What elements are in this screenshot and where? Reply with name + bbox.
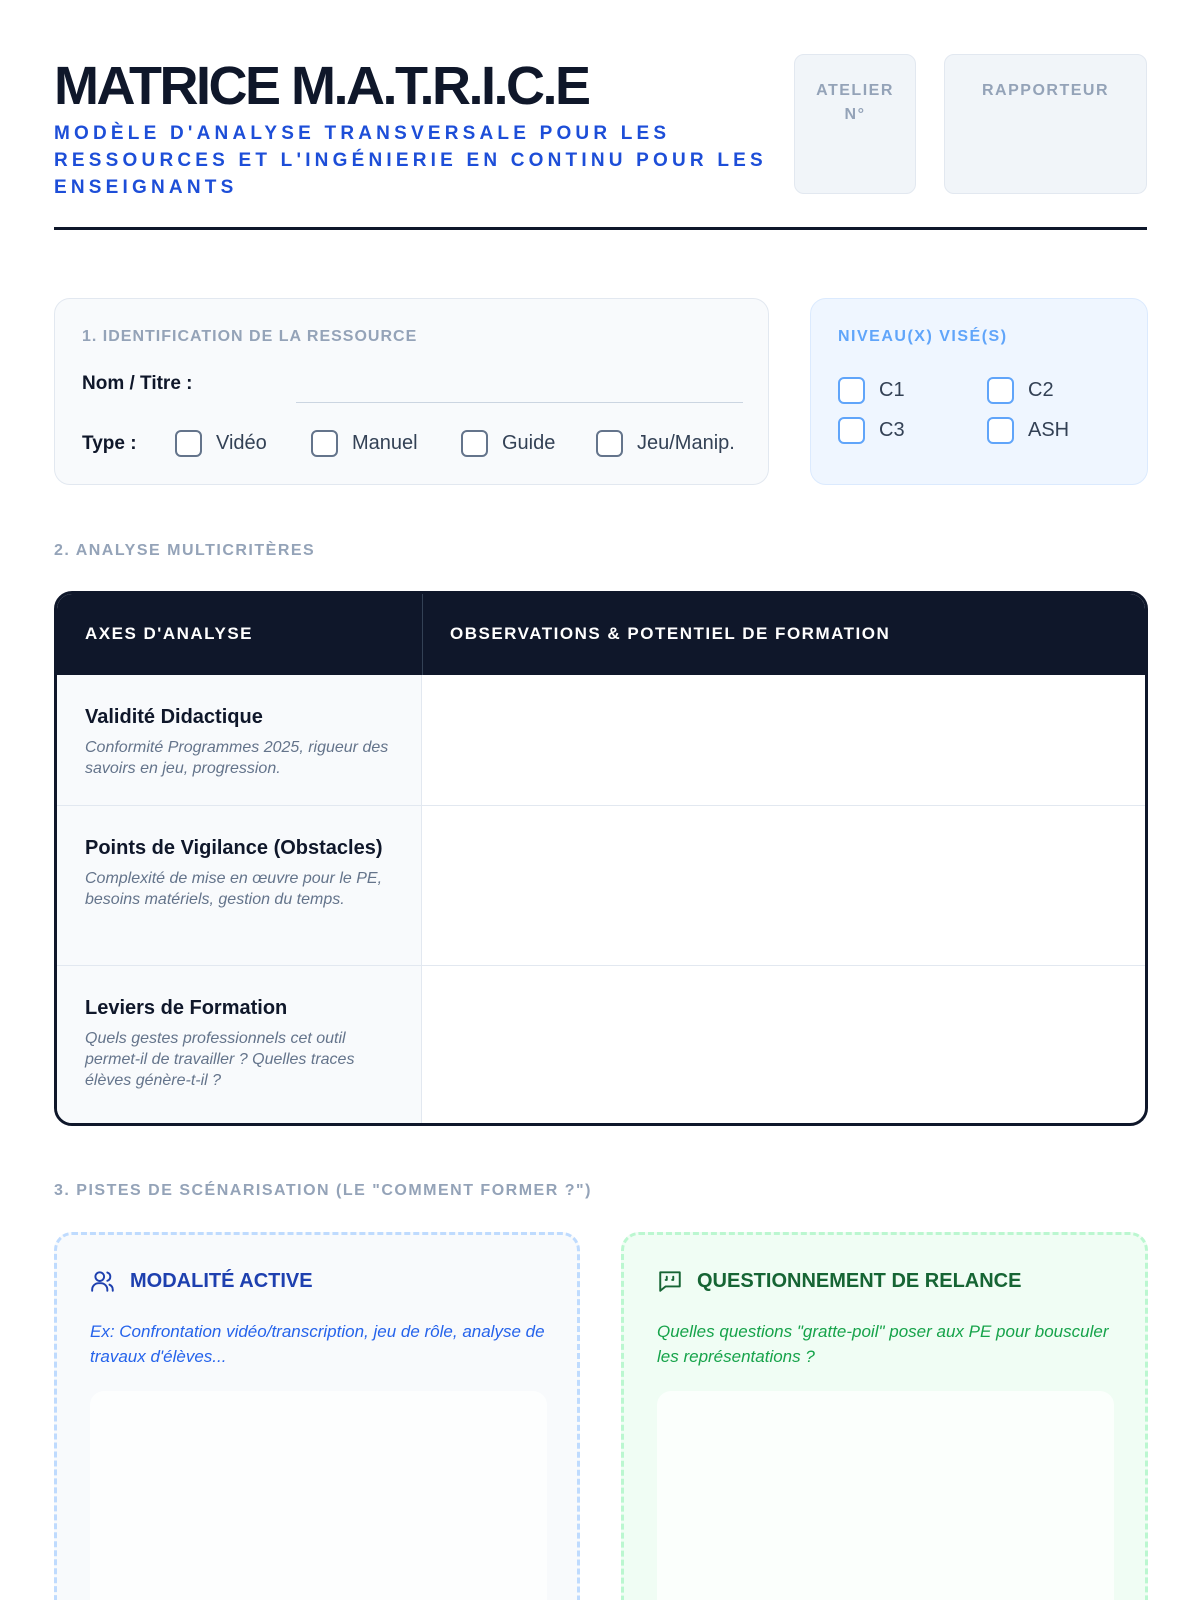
message-quote-icon: [657, 1268, 683, 1294]
modalite-header: [90, 1268, 313, 1294]
questionnement-notes-area[interactable]: [657, 1391, 1114, 1600]
observation-cell[interactable]: [423, 675, 1145, 805]
rapporteur-field[interactable]: [944, 54, 1147, 194]
checkbox-label: Guide: [502, 432, 556, 454]
row-description: Conformité Programmes 2025, rigueur des savoirs en jeu, progression.: [85, 739, 389, 777]
checkbox[interactable]: [987, 377, 1014, 404]
users-icon: [90, 1268, 116, 1294]
modalite-description: Ex: Confrontation vidéo/transcription, jeu de rôle, analyse de travaux d'élèves...: [90, 1322, 545, 1366]
checkbox[interactable]: [311, 430, 338, 457]
observation-cell[interactable]: [423, 806, 1145, 965]
row-axis-cell: [57, 675, 422, 805]
modalite-title: MODALITÉ ACTIVE: [130, 1269, 313, 1292]
checkbox[interactable]: [461, 430, 488, 457]
row-title: Leviers de Formation: [85, 997, 288, 1019]
questionnement-description: Quelles questions "gratte-poil" poser aux PE pour bousculer les représentations ?: [657, 1322, 1109, 1366]
questionnement-relance-card: [621, 1232, 1148, 1600]
header-divider: [422, 594, 423, 675]
row-description: Quels gestes professionnels cet outil permet-il de travailler ? Quelles traces élèves génère-t-il ?: [85, 1030, 355, 1089]
checkbox-label: C1: [879, 379, 905, 401]
scenarisation-section-title: 3. PISTES DE SCÉNARISATION (LE "COMMENT FORMER ?"): [54, 1182, 592, 1199]
niveaux-section-title: NIVEAU(X) VISÉ(S): [838, 328, 1008, 345]
atelier-number-field[interactable]: [794, 54, 916, 194]
nom-titre-label: Nom / Titre :: [82, 373, 193, 394]
checkbox-label: Jeu/Manip.: [637, 432, 735, 454]
modalite-notes-area[interactable]: [90, 1391, 547, 1600]
niveau-checkbox-c3[interactable]: [838, 417, 905, 444]
table-row: [57, 965, 1145, 1126]
analyse-section-title: 2. ANALYSE MULTICRITÈRES: [54, 542, 316, 559]
row-axis-cell: [57, 966, 422, 1126]
page-subtitle: MODÈLE D'ANALYSE TRANSVERSALE POUR LES RESSOURCES ET L'INGÉNIERIE EN CONTINU POUR LES ENSEIGNANTS: [54, 123, 767, 198]
checkbox-label: Vidéo: [216, 432, 267, 454]
questionnement-title: QUESTIONNEMENT DE RELANCE: [697, 1269, 1022, 1292]
identification-section-title: 1. IDENTIFICATION DE LA RESSOURCE: [82, 328, 418, 345]
rapporteur-label: RAPPORTEUR: [981, 82, 1109, 99]
table-row: [57, 675, 1145, 805]
row-description: Complexité de mise en œuvre pour le PE, besoins matériels, gestion du temps.: [85, 870, 383, 908]
checkbox[interactable]: [838, 417, 865, 444]
row-title: Points de Vigilance (Obstacles): [85, 837, 383, 859]
page-title: MATRICE M.A.T.R.I.C.E: [54, 56, 589, 116]
niveau-checkbox-c1[interactable]: [838, 377, 905, 404]
checkbox-label: ASH: [1028, 419, 1070, 441]
column-header-axes: AXES D'ANALYSE: [85, 624, 254, 643]
row-axis-cell: [57, 806, 422, 965]
checkbox-label: Manuel: [352, 432, 418, 454]
type-label: Type :: [82, 433, 137, 454]
table-row: [57, 805, 1145, 965]
checkbox-label: C2: [1028, 379, 1054, 401]
checkbox[interactable]: [175, 430, 202, 457]
nom-titre-field[interactable]: [296, 402, 743, 403]
observation-cell[interactable]: [423, 966, 1145, 1126]
type-checkbox-jeu-manip[interactable]: [596, 430, 735, 457]
table-header: [57, 594, 1145, 675]
type-checkbox-manuel[interactable]: [311, 430, 418, 457]
column-header-observations: OBSERVATIONS & POTENTIEL DE FORMATION: [450, 624, 891, 643]
type-checkbox-guide[interactable]: [461, 430, 555, 457]
analyse-table: [54, 591, 1148, 1126]
questionnement-header: [657, 1268, 1021, 1294]
checkbox-label: C3: [879, 419, 905, 441]
checkbox[interactable]: [596, 430, 623, 457]
niveaux-card: [810, 298, 1148, 485]
document-header: [54, 54, 1147, 230]
modalite-active-card: [54, 1232, 580, 1600]
niveau-checkbox-c2[interactable]: [987, 377, 1054, 404]
checkbox[interactable]: [987, 417, 1014, 444]
niveau-checkbox-ash[interactable]: [987, 417, 1069, 444]
row-title: Validité Didactique: [85, 706, 263, 728]
identification-card: [54, 298, 769, 485]
checkbox[interactable]: [838, 377, 865, 404]
atelier-label: ATELIER N°: [816, 82, 894, 123]
type-checkbox-video[interactable]: [175, 430, 267, 457]
